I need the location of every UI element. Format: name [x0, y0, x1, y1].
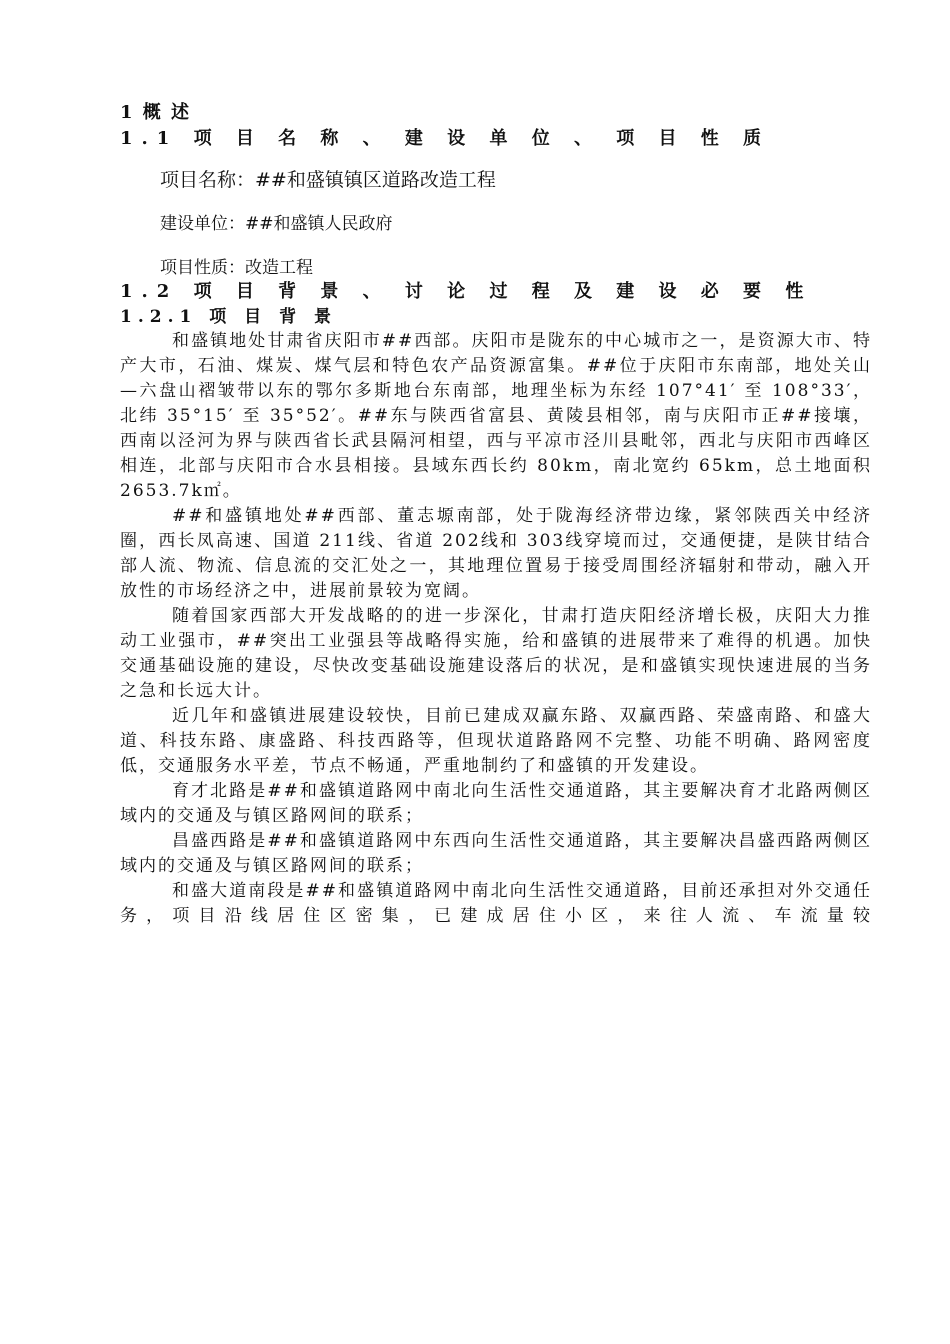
document-page: [120, 100, 872, 929]
paragraph: 和盛镇地处甘肃省庆阳市##西部。庆阳市是陇东的中心城市之一，是资源大市、特产大市，石油、煤炭、煤气层和特色农产品资源富集。##位于庆阳市东南部，地处关山—六盘山褶皱带以东的鄂尔多斯地台东南部，地理坐标为东经 107°41′ 至 108°33′，北纬 35°15′ 至 35°52′。##东与陕西省富县、黄陵县相邻，南与庆阳市正##接壤，西南以泾河为界与陕西省长武县隔河相望，西与平凉市泾川县毗邻，西北与庆阳市西峰区相连，北部与庆阳市合水县相接。县域东西长约 80km，南北宽约 65km，总土地面积 2653.7k㎡。: [120, 331, 872, 501]
paragraph: 和盛大道南段是##和盛镇道路网中南北向生活性交通道路，目前还承担对外交通任务，项目沿线居住区密集，已建成居住小区，来往人流、车流量较: [120, 881, 872, 926]
section-heading-1-2: 1.2 项 目 背 景 、 讨 论 过 程 及 建 设 必 要 性: [120, 281, 813, 302]
paragraph: 近几年和盛镇进展建设较快，目前已建成双赢东路、双赢西路、荣盛南路、和盛大道、科技东路、康盛路、科技西路等，但现状道路路网不完整、功能不明确、路网密度低，交通服务水平差，节点不畅通，严重地制约了和盛镇的开发建设。: [120, 706, 872, 776]
paragraph: 育才北路是##和盛镇道路网中南北向生活性交通道路，其主要解决育才北路两侧区域内的交通及与镇区路网间的联系；: [120, 781, 872, 826]
paragraph: ##和盛镇地处##西部、董志塬南部，处于陇海经济带边缘，紧邻陕西关中经济圈，西长凤高速、国道 211线、省道 202线和 303线穿境而过，交通便捷，是陕甘结合部人流、物流、信息流的交汇处之一，其地理位置易于接受周围经济辐射和带动，融入开放性的市场经济之中，进展前景较为宽阔。: [120, 506, 872, 601]
section-heading-1-1: 1.1 项 目 名 称 、 建 设 单 位 、 项 目 性 质: [120, 128, 771, 149]
construction-unit: 建设单位：##和盛镇人民政府: [160, 214, 393, 234]
paragraph: 昌盛西路是##和盛镇道路网中东西向生活性交通道路，其主要解决昌盛西路两侧区域内的交通及与镇区路网间的联系；: [120, 831, 872, 876]
section-heading-1-2-1: 1.2.1 项 目 背 景: [120, 307, 337, 327]
paragraph: 随着国家西部大开发战略的的进一步深化，甘肃打造庆阳经济增长极，庆阳大力推动工业强市，##突出工业强县等战略得实施，给和盛镇的进展带来了难得的机遇。加快交通基础设施的建设，尽快改变基础设施建设落后的状况，是和盛镇实现快速进展的当务之急和长远大计。: [120, 606, 872, 701]
project-nature: 项目性质：改造工程: [160, 258, 313, 278]
project-name: 项目名称：##和盛镇镇区道路改造工程: [160, 169, 496, 191]
section-heading-1: 1 概 述: [120, 102, 192, 123]
